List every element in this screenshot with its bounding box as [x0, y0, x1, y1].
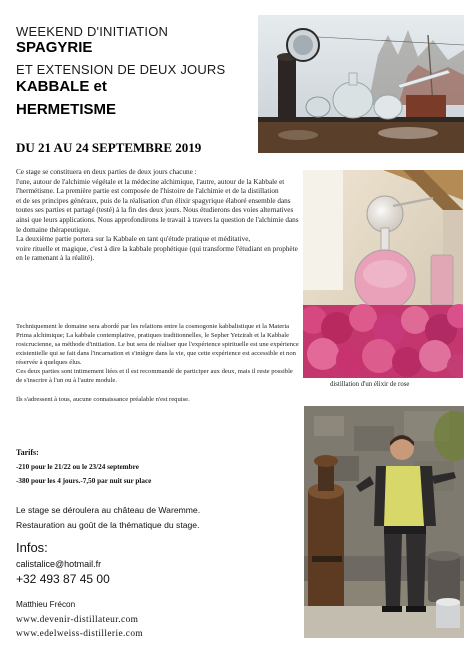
alchemy-equipment-image	[258, 15, 464, 153]
tarifs-line-2: -380 pour les 4 jours.-7,50 par nuit sur place	[16, 477, 152, 485]
details-p3: Ils s'adressent à tous, aucune connaissance préalable n'est requise.	[16, 396, 190, 403]
tarifs-line-1: -210 pour le 21/22 ou le 23/24 septembre	[16, 463, 139, 471]
intro-p4: La deuxième partie portera sur la Kabbale en tant qu'étude pratique et méditative,	[16, 235, 251, 244]
contact-phone[interactable]: +32 493 87 45 00	[16, 572, 110, 586]
header-line-1: WEEKEND D'INITIATION	[16, 24, 169, 39]
photo-alchemy-equipment	[258, 15, 464, 153]
intro-p2: l'une, autour de l'alchimie végétale et la médecine alchimique, l'autre, autour de la Kabbale et l'hermétisme. La première partie est composée de l'histoire de l'alchimie et de la distillation	[16, 177, 285, 196]
event-dates: DU 21 AU 24 SEPTEMBRE 2019	[16, 140, 202, 155]
details-p2: Ces deux parties sont intimement liées et il est recommandé de participer aux deux, mais il reste possible de s'inscrire à l'un ou à l'autre module.	[16, 368, 293, 384]
website-link-2[interactable]: www.edelweiss-distillerie.com	[16, 629, 144, 639]
intro-text	[16, 168, 302, 264]
photo-caption: distillation d'un élixir de rose	[330, 381, 410, 388]
intro-p5: voire rituelle et magique, c'est à dire la kabbale prophétique (qui transforme l'étudiant en prophète en le ramenant à la réalité).	[16, 244, 298, 263]
photo-rose-distillation	[303, 170, 463, 378]
venue-line-1: Le stage se déroulera au château de Waremme.	[16, 505, 201, 515]
intro-p1: Ce stage se constituera en deux parties de deux jours chacune :	[16, 168, 197, 176]
contact-email[interactable]: calistalice@hotmail.fr	[16, 559, 102, 569]
venue-line-2: Restauration au goût de la thématique du stage.	[16, 520, 200, 530]
details-p1: Techniquement le domaine sera abordé par les relations entre la cosmogonie kabbalistique et la Materia Prima alchimique; La kabbale contemplative, pratiques traditionnelles, le Sepher Yetzirah et la Kabbale rosicrucienne, sa méthode d'initiation. Le but sera de réaliser que l'expérience spirituelle est une expérience existentielle qui se fait dans l'incarnation et s'intègre dans la vie, que cette expérience est accessible et non réservée à quelques élus.	[16, 323, 299, 366]
contact-name: Matthieu Frécon	[16, 600, 76, 609]
header-kabbale: KABBALE et	[16, 78, 107, 95]
infos-title: Infos:	[16, 540, 48, 555]
details-text	[16, 322, 300, 404]
distiller-image	[304, 406, 464, 638]
header-line-3: ET EXTENSION DE DEUX JOURS	[16, 62, 226, 77]
intro-p3: et de ses principes généraux, puis de la réalisation d'un élixir spagyrique élaboré ensemble dans toutes ses parties et partagé (testé) à la fin des deux jours. Nous étudierons des voies alternatives ainsi que leurs applications. Nous approfondirons le travail à travers la question de l'alchimie dans le domaine thérapeutique.	[16, 196, 299, 234]
website-link-1[interactable]: www.devenir-distillateur.com	[16, 615, 139, 625]
header-hermetisme: HERMETISME	[16, 101, 117, 118]
rose-distillation-image	[303, 170, 463, 378]
photo-distiller	[304, 406, 464, 638]
tarifs-title: Tarifs:	[16, 448, 39, 457]
header-spagyrie: SPAGYRIE	[16, 39, 93, 56]
